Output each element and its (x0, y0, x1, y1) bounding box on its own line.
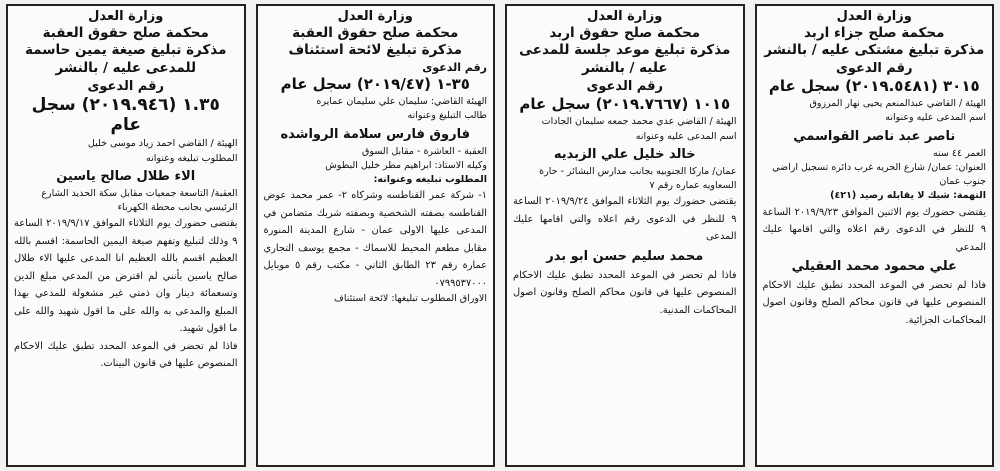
case-label: رقم الدعوى (835, 61, 913, 77)
documents-line: الاوراق المطلوب تبليغها: لائحة استئناف (334, 293, 487, 305)
requester-label: طالب التبليغ وعنوانه (407, 110, 487, 122)
memo-title: مذكرة تبليغ لائحة استئناف (288, 42, 463, 58)
addressee-label: اسم المدعى عليه وعنوانه (635, 130, 737, 142)
ministry-heading: وزارة العدل (337, 9, 413, 24)
served-parties-text: ١- شركة عمر القناطسه وشركاه ٢- عمر محمد عوض القناطسه بصفته الشخصية وبصفته شريك متضامن في المدعى عليها الاولى عمان - شارع المدينة المنورة مقابل مطعم المحيط للاسماك - مجمع يوسف التجاري عمارة رقم ٢٣ الطابق الثاني - مكتب رقم ٥ موبايل ٠٧٩٩٥٣٧٠٠٠ (263, 190, 488, 289)
panel: الهيئة / القاضي احمد زياد موسى خليل (87, 138, 238, 150)
appellant-address: العقبة - العاشرة - مقابل السوق (362, 145, 487, 157)
defendant-address: العقبة/ التاسعة جمعيات مقابل سكة الحديد الشارع الرئيسي بجانب محطة الكهرباء (41, 187, 238, 214)
served-label: المطلوب تبليغه وعنوانه (146, 152, 238, 164)
panel: الهيئة القاضي: سليمان علي سليمان عمايره (316, 96, 487, 108)
served-label: المطلوب تبليغه وعنوانه: (373, 174, 487, 186)
case-number: ١.٣٥ (٢٠١٩.٩٤٦) سجل عام (31, 95, 220, 136)
memo-title: مذكرة تبليغ مشتكى عليه / بالنشر (764, 42, 985, 58)
defendant-age: العمر ٤٤ سنه (932, 147, 986, 159)
plaintiff-name: محمد سليم حسن ابو بدر (546, 248, 704, 264)
case-number: ١٠١٥ (٢٠١٩.٧٦٦٧) سجل عام (519, 95, 731, 114)
case-number: ٣٠١٥ (٢٠١٩.٥٤٨١) سجل عام (768, 77, 980, 96)
panel: الهيئة / القاضي عبدالمنعم يحيى نهار المرزوق (809, 98, 986, 110)
case-number: ٣٥-١ (٢٠١٩/٤٧) سجل عام (280, 75, 470, 94)
case-label: رقم الدعوى (87, 79, 164, 95)
court-name: محكمة صلح حقوق العقبة (292, 25, 459, 41)
ministry-heading: وزارة العدل (587, 9, 663, 24)
defendant-address: العنوان: عمان/ شارع الحريه غرب دائره تسجيل اراضي جنوب عمان (772, 161, 986, 188)
warning-text: فاذا لم تحضر في الموعد المحدد تطبق عليك الاحكام المنصوص عليها في قانون محاكم الصلح وقانون اصول المحاكمات المدنية. (513, 269, 737, 316)
ministry-heading: وزارة العدل (836, 9, 912, 24)
court-name: محكمة صلح حقوق اربد (549, 25, 701, 41)
warning-text: فاذا لم تحضر في الموعد المحدد تطبق عليك الاحكام المنصوص عليها في قانون البينات. (14, 340, 238, 369)
attorney: وكيله الاستاذ: ابراهيم مطر خليل البطوش (325, 159, 487, 171)
plaintiff-name: علي محمود محمد العقيلي (791, 259, 957, 275)
summons-text: يقتضى حضورك يوم الثلاثاء الموافق ٢٠١٩/٩/١٧ الساعة ٩ وذلك لتبليغ وتفهم صيغة اليمين الحاسمة: اقسم بالله العظيم اقسم بالله العظيم انا المدعى عليها الاء طلال صالح ياسين بأنني لم اقترض من المدعي مبلغ الدين وتسعمائة دينار وان ذمتي غير مشغولة للمدعي بهذا المبلغ والمدعى به والله على ما اقول شهيد والله على ما اقول شهيد. (14, 218, 238, 335)
summons-text: يقتضى حضورك يوم الاثنين الموافق ٢٠١٩/٩/٢٣ الساعة ٩ للنظر في الدعوى رقم اعلاه والتي اقامها عليك المدعي (762, 206, 986, 253)
defendant-name: خالد خليل علي الزبديه (553, 146, 696, 162)
defendant-name: ناصر عبد ناصر القواسمي (793, 128, 956, 144)
case-label: رقم الدعوى (422, 61, 487, 75)
court-name: محكمة صلح جزاء اربد (804, 25, 945, 41)
summons-text: يقتضى حضورك يوم الثلاثاء الموافق ٢٠١٩/٩/٢٤ الساعة ٩ للنظر في الدعوى رقم اعلاه والتي اقامها عليك المدعى (513, 196, 737, 243)
appellant-name: فاروق فارس سلامة الرواشده (280, 126, 470, 142)
panel: الهيئة / القاضي عدي محمد جمعه سليمان الجادات (541, 116, 737, 128)
notice-appeal-aqaba (256, 4, 496, 467)
addressee-label: اسم المدعى عليه وعنوانه (885, 112, 986, 124)
defendant-address: عمان/ ماركا الجنوبيه بجانب مدارس البشائر - حارة السعاويه عماره رقم ٧ (539, 165, 737, 192)
notice-civil-hearing-irbid (505, 4, 745, 467)
notice-decisive-oath-aqaba (6, 4, 246, 467)
case-label: رقم الدعوى (586, 79, 663, 95)
memo-title: مذكرة تبليغ صيغة يمين حاسمة للمدعى عليه / بالنشر (25, 42, 227, 77)
notice-criminal-summons-irbid (755, 4, 995, 467)
ministry-heading: وزارة العدل (88, 9, 164, 24)
warning-text: فاذا لم تحضر في الموعد المحدد تطبق عليك الاحكام المنصوص عليها في قانون محاكم الصلح وقانون اصول المحاكمات الجزائية. (762, 280, 986, 326)
court-name: محكمة صلح حقوق العقبة (42, 25, 209, 41)
defendant-name: الاء طلال صالح ياسين (56, 168, 196, 184)
charge: التهمة: شيك لا يقابله رصيد (٤٢١) (830, 190, 986, 202)
memo-title: مذكرة تبليغ موعد جلسة للمدعى عليه / بالنشر (519, 42, 731, 77)
